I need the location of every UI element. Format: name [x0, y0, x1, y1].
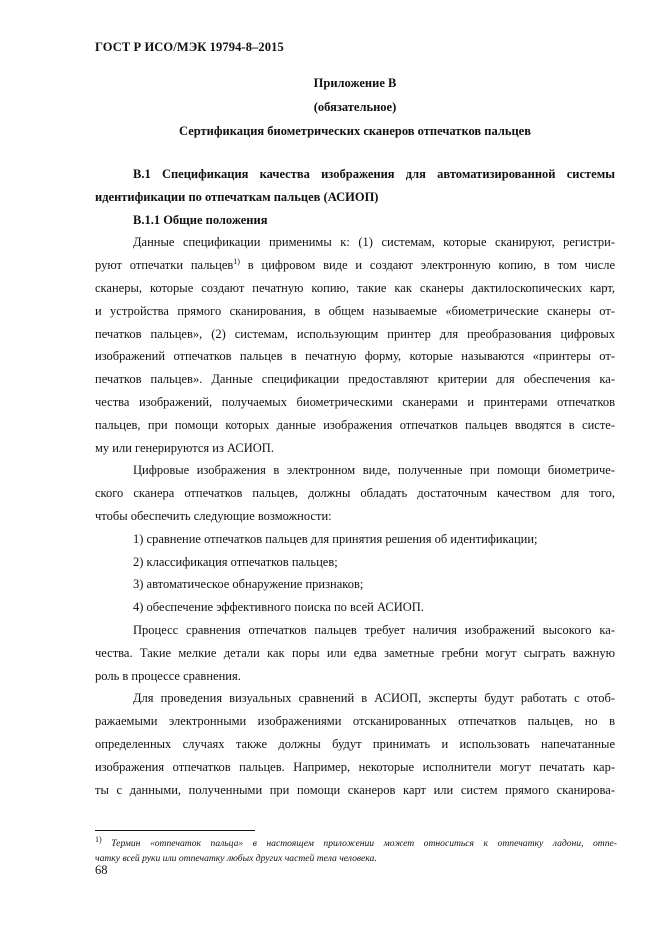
paragraph-text: руют отпечатки пальцев	[95, 258, 234, 273]
body-text	[95, 163, 615, 801]
paragraph-line: Цифровые изображения в электронном виде, полученные при помощи биометриче-	[133, 463, 615, 478]
paragraph-line: Процесс сравнения отпечатков пальцев требует наличия изображений высокого ка-	[133, 622, 615, 637]
paragraph-3	[95, 619, 615, 687]
paragraph-2	[95, 459, 615, 527]
footnote-marker: 1)	[95, 834, 102, 844]
paragraph-line: пальцев, при помощи которых данные изображения отпечатков пальцев вводятся в систе-	[95, 417, 615, 432]
paragraph-line: ражаемыми электронными изображениями отсканированных отпечатков пальцев, но в	[95, 714, 615, 729]
footnote-line: чатку всей руки или отпечатку любых других частей тела человека.	[95, 853, 377, 864]
section-heading-line: В.1 Спецификация качества изображения для автоматизированной системы	[133, 167, 615, 181]
footnote-line	[95, 836, 617, 851]
paragraph-line: ты с данными, полученными при помощи сканеров карт или систем прямого сканирова-	[95, 782, 615, 797]
paragraph-line: роль в процессе сравнения.	[95, 668, 241, 683]
footnote-divider	[95, 830, 255, 831]
subsection-heading	[95, 209, 615, 232]
list-item: 1) сравнение отпечатков пальцев для принятия решения об идентификации;	[133, 531, 538, 546]
paragraph-line: чества. Такие мелкие детали как поры или едва заметные гребни могут сыграть важную	[95, 645, 615, 660]
paragraph-line: печатков пальцев», (2) системам, использующим принтер для преобразования цифровых	[95, 326, 615, 341]
footnote-text: Термин «отпечаток пальца» в настоящем приложении может относиться к отпечатку ладони, отпе-	[101, 838, 617, 849]
footnote	[95, 836, 617, 866]
appendix-subtitle: Сертификация биометрических сканеров отпечатков пальцев	[179, 124, 531, 138]
list-item: 2) классификация отпечатков пальцев;	[133, 554, 338, 569]
paragraph-line: изображения отпечатков пальцев. Например, некоторые исполнители могут печатать кар-	[95, 759, 615, 774]
paragraph-line	[57, 254, 615, 277]
paragraph-line: му или генерируются из АСИОП.	[95, 440, 274, 455]
list-item: 3) автоматическое обнаружение признаков;	[133, 577, 364, 592]
page-number: 68	[95, 863, 108, 877]
appendix-title: Приложение В	[313, 76, 397, 90]
section-heading	[95, 163, 615, 209]
paragraph-line: и устройства прямого сканирования, в общем называемые «биометрические сканеры от-	[95, 303, 615, 318]
section-heading-line: идентификации по отпечаткам пальцев (АСИОП)	[95, 189, 379, 204]
paragraph-line: Данные спецификации применимы к: (1) системам, которые сканируют, регистри-	[133, 235, 615, 250]
paragraph-line: ского сканера отпечатков пальцев, должны обладать достаточным качеством для того,	[95, 486, 615, 501]
paragraph-line: чества изображений, получаемых биометрическими сканерами и принтерами отпечатков	[95, 394, 615, 409]
paragraph-line: печатков пальцев». Данные спецификации предоставляют критерии для обеспечения ка-	[95, 372, 615, 387]
paragraph-line: изображений отпечатков пальцев в печатную форму, которые называются «принтеры от-	[95, 349, 615, 364]
paragraph-line: Для проведения визуальных сравнений в АСИОП, эксперты будут работать с отоб-	[133, 691, 615, 706]
footnote-reference: 1)	[233, 257, 240, 267]
paragraph-text: в цифровом виде и создают электронную копию, в том числе	[239, 258, 616, 273]
paragraph-4	[95, 687, 615, 801]
paragraph-line: определенных случаях также должны будут принимать и использовать напечатанные	[95, 736, 615, 751]
subsection-heading-line: В.1.1 Общие положения	[133, 212, 268, 227]
list-item: 4) обеспечение эффективного поиска по всей АСИОП.	[133, 600, 424, 615]
appendix-status: (обязательное)	[313, 100, 397, 114]
paragraph-line: сканеры, которые создают печатную копию, такие как сканеры дактилоскопических карт,	[95, 280, 615, 295]
paragraph-line: чтобы обеспечить следующие возможности:	[95, 508, 332, 523]
document-header: ГОСТ Р ИСО/МЭК 19794-8–2015	[95, 40, 284, 54]
paragraph-1	[95, 231, 615, 459]
